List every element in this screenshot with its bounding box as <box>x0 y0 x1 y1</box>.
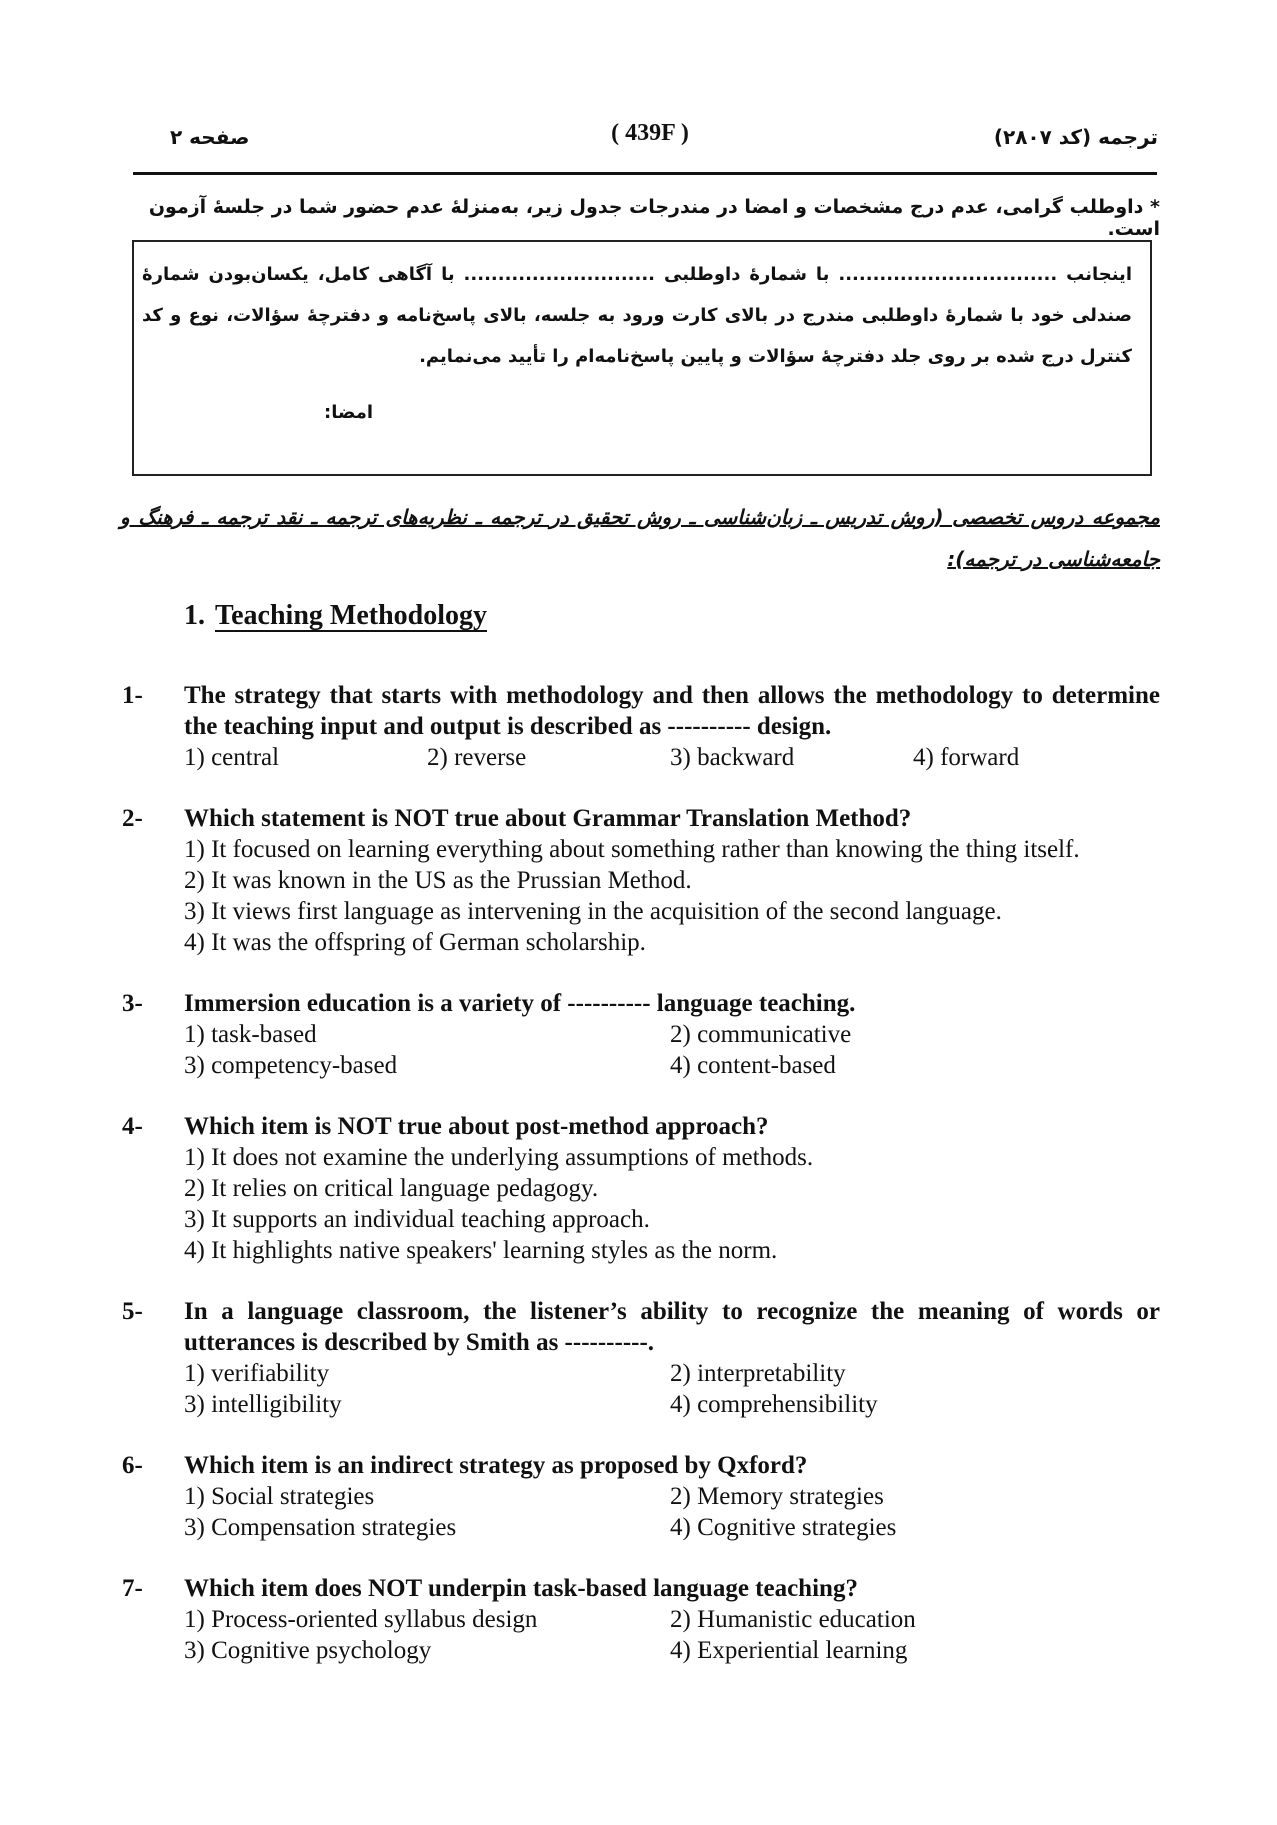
option-list <box>184 742 1160 773</box>
option: 4) comprehensibility <box>670 1391 878 1418</box>
option: 2) reverse <box>427 744 527 771</box>
question-text: Which item is NOT true about post-method approach? <box>184 1113 769 1140</box>
option: 4) Cognitive strategies <box>670 1514 897 1541</box>
option: 2) Memory strategies <box>670 1483 884 1510</box>
option: 1) It does not examine the underlying assumptions of methods. <box>184 1144 814 1171</box>
option: 1) Social strategies <box>184 1483 375 1510</box>
section-heading <box>184 600 487 632</box>
option: 2) Humanistic education <box>670 1606 916 1633</box>
page-header <box>140 120 1158 160</box>
option: 2) It relies on critical language pedagogy. <box>184 1175 599 1202</box>
page-number-label: صفحه ۲ <box>170 125 250 149</box>
question-number: 6- <box>122 1452 143 1479</box>
option: 3) It views first language as intervening in the acquisition of the second language. <box>184 898 1002 925</box>
header-divider <box>133 172 1157 175</box>
option: 3) Cognitive psychology <box>184 1637 432 1664</box>
collection-title: مجموعه دروس تخصصی (روش تدریس ـ زبان‌شناسی ـ روش تحقیق در ترجمه ـ نظریه‌های ترجمه ـ نقد ترجمه ـ فرهنگ و جامعه‌شناسی در ترجمه): <box>120 505 1160 571</box>
section-number: 1. <box>184 600 205 631</box>
exam-code: ترجمه (کد ۲۸۰۷) <box>993 125 1158 149</box>
option-list <box>184 1019 1160 1081</box>
question-number: 3- <box>122 990 143 1017</box>
declaration-text: اینجانب ................................ با شمارهٔ داوطلبی ............................ با آگاهی کامل، یکسان‌بودن شمارهٔ صندلی خود با شمارهٔ داوطلبی مندرج در بالای کارت ورود به جلسه، بالای پاسخ‌نامه و دفترچهٔ سؤالات، نوع و کد کنترل درج شده بر روی جلد دفترچهٔ سؤالات و پایین پاسخ‌نامه‌ام را تأیید می‌نمایم. <box>142 264 1132 367</box>
option: 4) forward <box>913 744 1020 771</box>
option: 1) central <box>184 744 280 771</box>
question-7 <box>122 1573 1162 1666</box>
question-text: In a language classroom, the listener’s ability to recognize the meaning of words or utterances is described by Smith as ----------. <box>184 1298 1160 1356</box>
question-number: 1- <box>122 682 143 709</box>
option: 1) verifiability <box>184 1360 330 1387</box>
option: 3) It supports an individual teaching approach. <box>184 1206 650 1233</box>
question-text: The strategy that starts with methodology and then allows the methodology to determine the teaching input and output is described as ---------- design. <box>184 682 1160 740</box>
option: 3) intelligibility <box>184 1391 342 1418</box>
question-number: 4- <box>122 1113 143 1140</box>
question-text: Immersion education is a variety of ---------- language teaching. <box>184 990 856 1017</box>
question-3 <box>122 988 1162 1081</box>
question-number: 7- <box>122 1575 143 1602</box>
option: 4) Experiential learning <box>670 1637 908 1664</box>
question-list <box>122 680 1162 1696</box>
option-list <box>184 1481 1160 1543</box>
section-title: Teaching Methodology <box>215 600 487 631</box>
question-5 <box>122 1296 1162 1420</box>
option: 3) backward <box>670 744 795 771</box>
option: 2) communicative <box>670 1021 852 1048</box>
option-list <box>184 1358 1160 1420</box>
question-text: Which item is an indirect strategy as proposed by Qxford? <box>184 1452 808 1479</box>
option: 4) It highlights native speakers' learning styles as the norm. <box>184 1237 778 1264</box>
question-2 <box>122 803 1162 958</box>
question-1 <box>122 680 1162 773</box>
option: 1) Process-oriented syllabus design <box>184 1606 538 1633</box>
option: 4) content-based <box>670 1052 836 1079</box>
question-text: Which statement is NOT true about Grammar Translation Method? <box>184 805 912 832</box>
booklet-code: ( 439F ) <box>611 120 689 146</box>
question-6 <box>122 1450 1162 1543</box>
option: 1) task-based <box>184 1021 317 1048</box>
question-number: 5- <box>122 1298 143 1325</box>
signature-label: امضا: <box>324 402 374 423</box>
question-number: 2- <box>122 805 143 832</box>
option: 1) It focused on learning everything about something rather than knowing the thing itself. <box>184 836 1080 863</box>
declaration-box <box>132 240 1152 476</box>
candidate-notice: * داوطلب گرامی، عدم درج مشخصات و امضا در مندرجات جدول زیر، به‌منزلهٔ عدم حضور شما در جلسهٔ آزمون است. <box>148 196 1160 240</box>
option-list <box>184 1604 1160 1666</box>
question-text: Which item does NOT underpin task-based language teaching? <box>184 1575 858 1602</box>
option: 2) It was known in the US as the Prussian Method. <box>184 867 692 894</box>
option: 3) competency-based <box>184 1052 398 1079</box>
question-4 <box>122 1111 1162 1266</box>
option: 4) It was the offspring of German scholarship. <box>184 929 646 956</box>
option: 2) interpretability <box>670 1360 846 1387</box>
option: 3) Compensation strategies <box>184 1514 457 1541</box>
